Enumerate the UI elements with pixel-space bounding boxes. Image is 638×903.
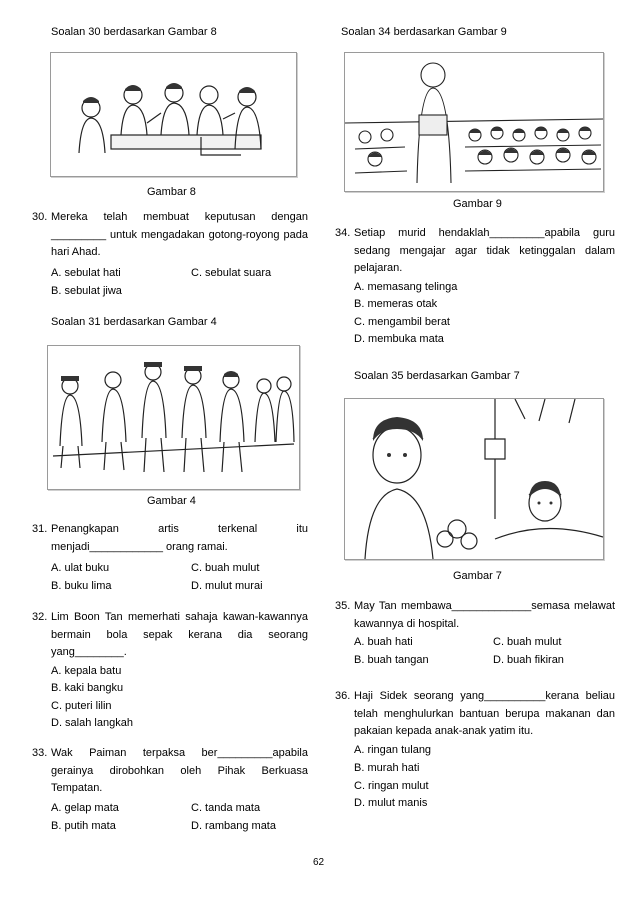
question-text: Haji Sidek seorang yang__________kerana beliau telah menghulurkan bantuan berupa makanan dan pakaian kepada anak-anak yatim itu. [354, 690, 615, 737]
picture-gambar-9 [344, 52, 604, 192]
option-c[interactable]: C. tanda mata [191, 802, 261, 814]
question-34 [335, 225, 615, 279]
caption-gambar-9: Gambar 9 [453, 198, 502, 210]
question-number: 33. [32, 747, 48, 759]
question-text: May Tan membawa_____________semasa melawat kawannya di hospital. [354, 600, 615, 630]
option-b[interactable]: B. murah hati [354, 762, 420, 774]
heading-soalan-30: Soalan 30 berdasarkan Gambar 8 [51, 26, 217, 38]
option-b[interactable]: B. kaki bangku [51, 682, 124, 694]
question-number: 32. [32, 611, 48, 623]
question-number: 30. [32, 211, 48, 223]
option-b[interactable]: B. putih mata [51, 820, 116, 832]
question-31 [32, 521, 308, 557]
classroom-illustration [345, 53, 603, 191]
option-b[interactable]: B. buah tangan [354, 654, 429, 666]
question-number: 34. [335, 227, 351, 239]
option-a[interactable]: A. buah hati [354, 636, 413, 648]
caption-gambar-4: Gambar 4 [147, 495, 196, 507]
option-c[interactable]: C. puteri lilin [51, 700, 112, 712]
option-c[interactable]: C. buah mulut [493, 636, 562, 648]
question-33 [32, 745, 308, 799]
option-c[interactable]: C. ringan mulut [354, 780, 429, 792]
meeting-illustration [51, 53, 296, 176]
question-35 [335, 598, 615, 634]
option-b[interactable]: B. buku lima [51, 580, 112, 592]
question-number: 31. [32, 523, 48, 535]
picture-gambar-4 [47, 345, 300, 490]
arrest-illustration [48, 346, 299, 489]
picture-gambar-8 [50, 52, 297, 177]
heading-soalan-31: Soalan 31 berdasarkan Gambar 4 [51, 316, 217, 328]
option-b[interactable]: B. sebulat jiwa [51, 285, 122, 297]
question-text: Lim Boon Tan memerhati sahaja kawan-kawannya bermain bola sepak kerana dia seorang yang________. [51, 611, 308, 658]
hospital-visit-illustration [345, 399, 603, 559]
option-d[interactable]: D. rambang mata [191, 820, 276, 832]
option-d[interactable]: D. salah langkah [51, 717, 133, 729]
option-b[interactable]: B. memeras otak [354, 298, 438, 310]
option-a[interactable]: A. gelap mata [51, 802, 119, 814]
question-text: Mereka telah membuat keputusan dengan _________ untuk mengadakan gotong-royong pada hari Ahad. [51, 211, 308, 258]
page-number: 62 [313, 857, 325, 868]
option-d[interactable]: D. membuka mata [354, 333, 444, 345]
option-c[interactable]: C. sebulat suara [191, 267, 272, 279]
question-text: Penangkapan artis terkenal itu menjadi____________ orang ramai. [51, 523, 308, 553]
option-a[interactable]: A. ringan tulang [354, 744, 432, 756]
question-36 [335, 688, 615, 742]
option-a[interactable]: A. ulat buku [51, 562, 110, 574]
question-text: Wak Paiman terpaksa ber_________apabila gerainya dirobohkan oleh Pihak Berkuasa Tempatan. [51, 747, 308, 794]
option-c[interactable]: C. mengambil berat [354, 316, 450, 328]
option-a[interactable]: A. sebulat hati [51, 267, 121, 279]
option-c[interactable]: C. buah mulut [191, 562, 260, 574]
option-a[interactable]: A. kepala batu [51, 665, 122, 677]
option-d[interactable]: D. buah fikiran [493, 654, 564, 666]
question-number: 36. [335, 690, 351, 702]
picture-gambar-7 [344, 398, 604, 560]
caption-gambar-8: Gambar 8 [147, 186, 196, 198]
option-a[interactable]: A. memasang telinga [354, 281, 458, 293]
heading-soalan-35: Soalan 35 berdasarkan Gambar 7 [354, 370, 520, 382]
caption-gambar-7: Gambar 7 [453, 570, 502, 582]
question-number: 35. [335, 600, 351, 612]
option-d[interactable]: D. mulut murai [191, 580, 263, 592]
question-32 [32, 609, 308, 663]
heading-soalan-34: Soalan 34 berdasarkan Gambar 9 [341, 26, 507, 38]
question-text: Setiap murid hendaklah_________apabila guru sedang mengajar agar tidak ketinggalan dalam pelajaran. [354, 227, 615, 274]
option-d[interactable]: D. mulut manis [354, 797, 428, 809]
